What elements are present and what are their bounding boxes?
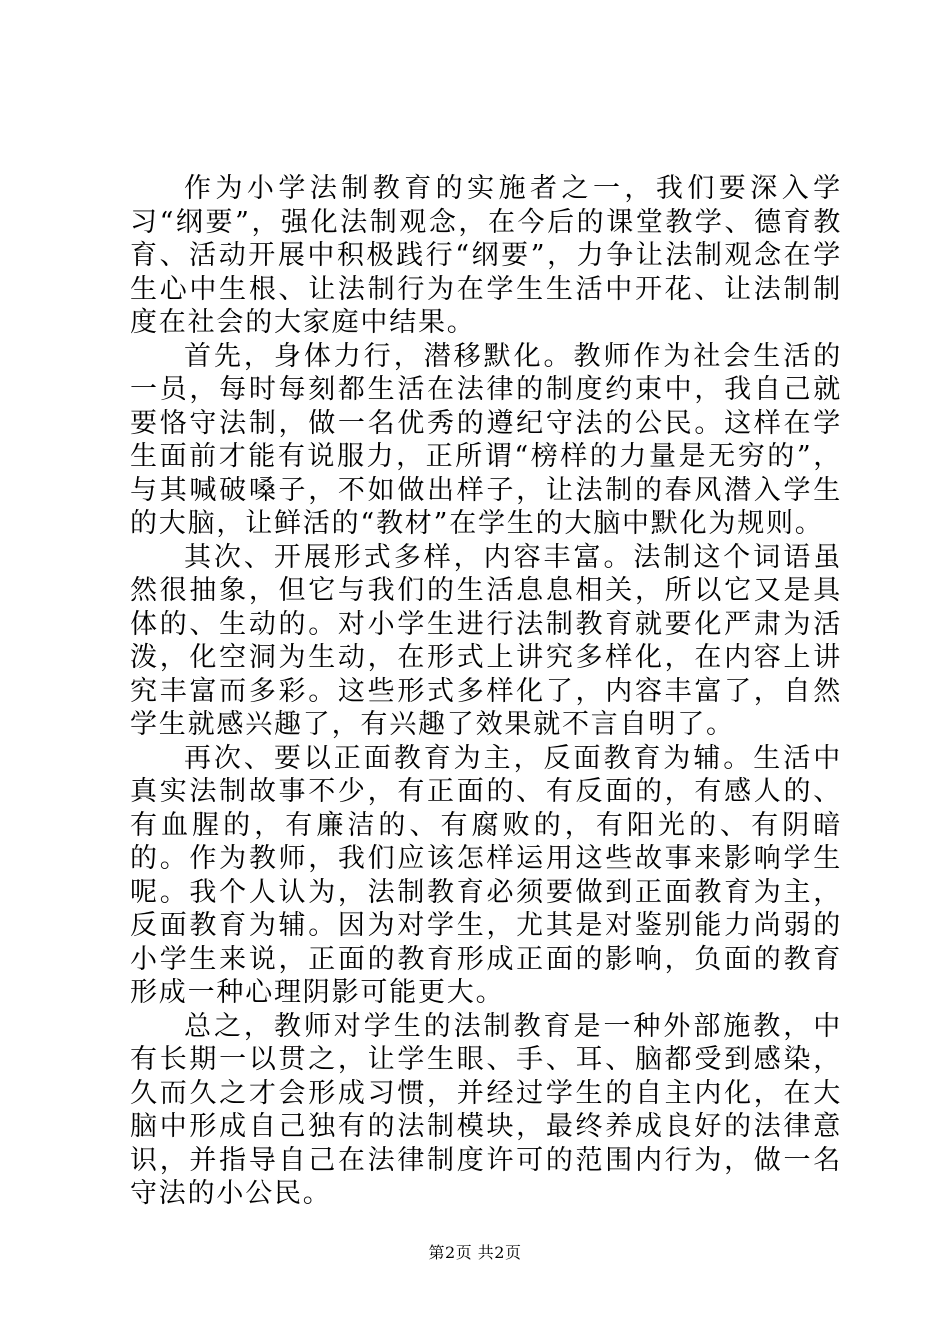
paragraph-intro: 作为小学法制教育的实施者之一，我们要深入学习“纲要”，强化法制观念，在今后的课堂教学、德育教育、活动开展中积极践行“纲要”，力争让法制观念在学生心中生根、让法制行为在学生生活中开花、让法制制度在社会的大家庭中结果。 xyxy=(130,173,842,338)
paragraph-conclusion: 总之，教师对学生的法制教育是一种外部施教，中有长期一以贯之，让学生眼、手、耳、脑都受到感染，久而久之才会形成习惯，并经过学生的自主内化，在大脑中形成自己独有的法制模块，最终养成良好的法律意识，并指导自己在法律制度许可的范围内行为，做一名守法的小公民。 xyxy=(130,1010,842,1209)
document-body xyxy=(130,172,842,1211)
paragraph-third-point: 再次、要以正面教育为主，反面教育为辅。生活中真实法制故事不少，有正面的、有反面的，有感人的、有血腥的，有廉洁的、有腐败的，有阳光的、有阴暗的。作为教师，我们应该怎样运用这些故事来影响学生呢。我个人认为，法制教育必须要做到正面教育为主，反面教育为辅。因为对学生，尤其是对鉴别能力尚弱的小学生来说，正面的教育形成正面的影响，负面的教育形成一种心理阴影可能更大。 xyxy=(130,742,842,1008)
paragraph-second-point: 其次、开展形式多样，内容丰富。法制这个词语虽然很抽象，但它与我们的生活息息相关，所以它又是具体的、生动的。对小学生进行法制教育就要化严肃为活泼，化空洞为生动，在形式上讲究多样化，在内容上讲究丰富而多彩。这些形式多样化了，内容丰富了，自然学生就感兴趣了，有兴趣了效果就不言自明了。 xyxy=(130,541,842,740)
page-number-footer: 第2页 共2页 xyxy=(428,1243,522,1262)
paragraph-first-point: 首先，身体力行，潜移默化。教师作为社会生活的一员，每时每刻都生活在法律的制度约束中，我自己就要恪守法制，做一名优秀的遵纪守法的公民。这样在学生面前才能有说服力，正所谓“榜样的力量是无穷的”，与其喊破嗓子，不如做出样子，让法制的春风潜入学生的大脑，让鲜活的“教材”在学生的大脑中默化为规则。 xyxy=(130,340,842,539)
